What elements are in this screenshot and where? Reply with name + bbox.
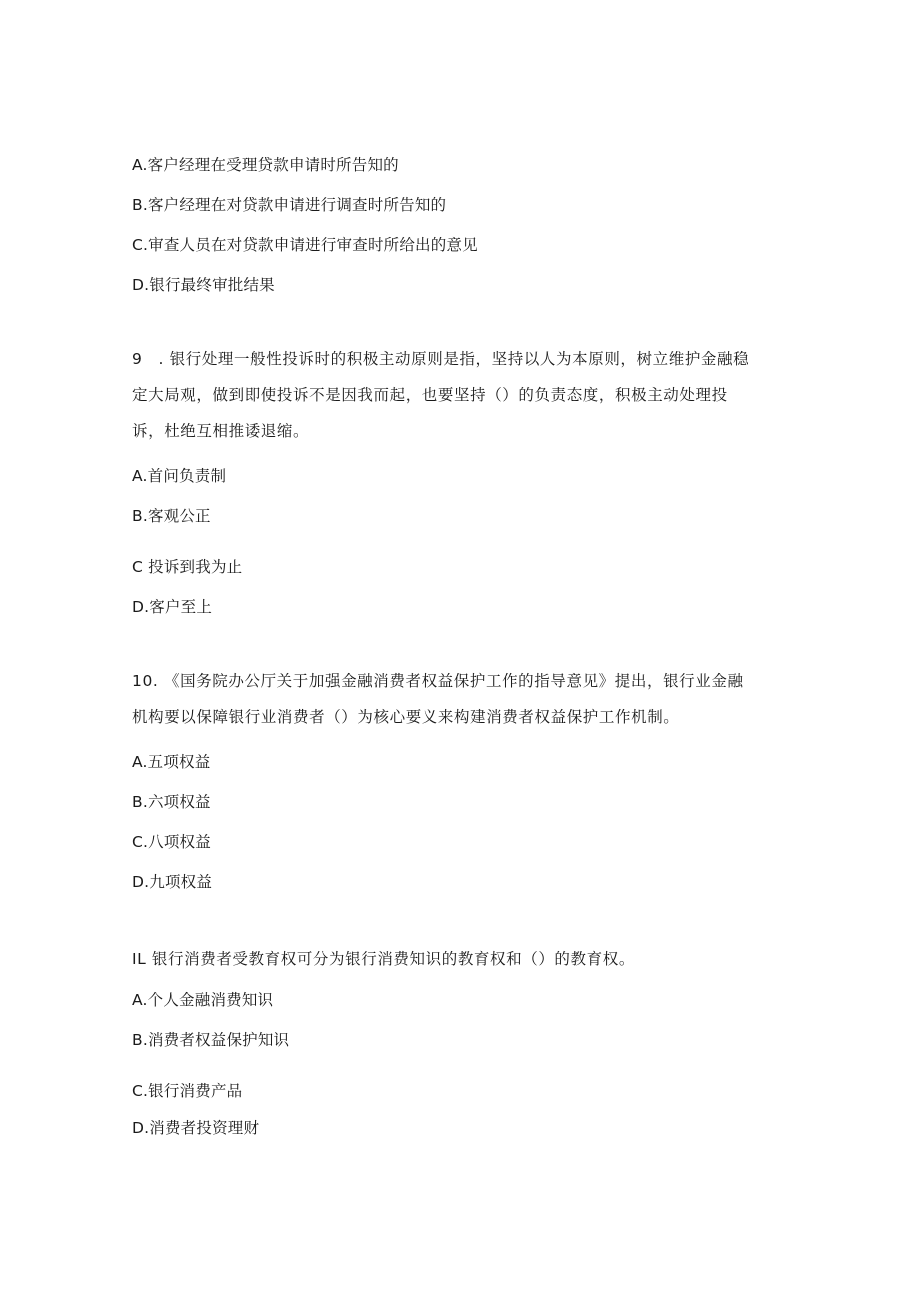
- q10-option-a: A.五项权益: [132, 753, 211, 771]
- q11-option-c: C.银行消费产品: [132, 1082, 243, 1100]
- q10-stem-line-1: 10. 《国务院办公厅关于加强金融消费者权益保护工作的指导意见》提出，银行业金融: [132, 672, 744, 690]
- q10-stem-line-2: 机构要以保障银行业消费者（）为核心要义来构建消费者权益保护工作机制。: [132, 708, 680, 726]
- q9-option-b: B.客观公正: [132, 507, 211, 525]
- q9-option-d: D.客户至上: [132, 598, 213, 616]
- q9-option-c: C 投诉到我为止: [132, 558, 243, 576]
- q9-option-a: A.首问负责制: [132, 467, 227, 485]
- q11-option-d: D.消费者投资理财: [132, 1119, 260, 1137]
- q8-option-d: D.银行最终审批结果: [132, 276, 275, 294]
- q9-stem-line-2: 定大局观，做到即使投诉不是因我而起，也要坚持（）的负责态度，积极主动处理投: [132, 386, 728, 404]
- q11-option-b: B.消费者权益保护知识: [132, 1031, 290, 1049]
- q11-stem-line-1: IL 银行消费者受教育权可分为银行消费知识的教育权和（）的教育权。: [132, 950, 635, 968]
- q9-stem-line-1: 9 . 银行处理一般性投诉时的积极主动原则是指，坚持以人为本原则，树立维护金融稳: [132, 350, 750, 368]
- q9-stem-line-3: 诉，杜绝互相推诿退缩。: [132, 422, 310, 440]
- q10-option-c: C.八项权益: [132, 833, 211, 851]
- q8-option-a: A.客户经理在受理贷款申请时所告知的: [132, 156, 399, 174]
- q8-option-c: C.审查人员在对贷款申请进行审查时所给出的意见: [132, 236, 478, 254]
- q8-option-b: B.客户经理在对贷款申请进行调查时所告知的: [132, 196, 447, 214]
- q10-option-d: D.九项权益: [132, 873, 213, 891]
- q10-option-b: B.六项权益: [132, 793, 211, 811]
- q11-option-a: A.个人金融消费知识: [132, 991, 274, 1009]
